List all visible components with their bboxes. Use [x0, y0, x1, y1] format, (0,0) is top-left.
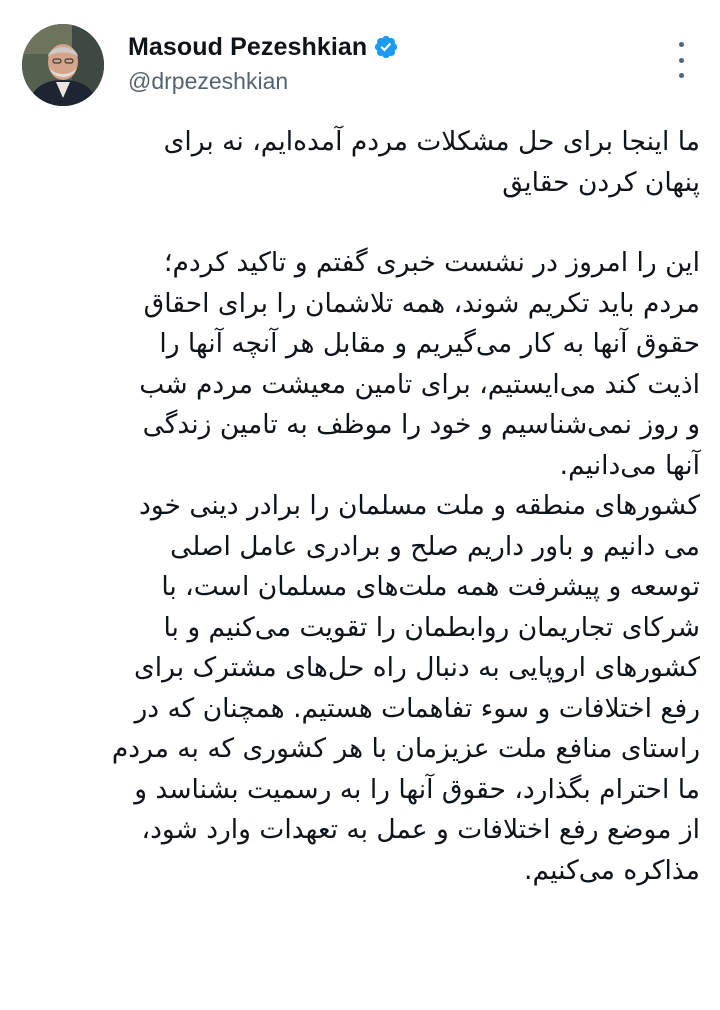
tweet-paragraph: این را امروز در نشست خبری گفتم و تاکید کردم؛ مردم باید تکریم شوند، همه تلاشمان را برای احقاق حقوق آنها به کار می‌گیریم و مقابل هر آنچه آنها را اذیت کند می‌ایستیم، برای تامین معیشت مردم شب و روز نمی‌شناسیم و خود را موظف به تامین زندگی آنها می‌دانیم. کشورهای منطقه و ملت مسلمان را برادر دینی خود می دانیم و باور داریم صلح و برادری عامل اصلی توسعه و پیشرفت همه ملت‌های مسلمان است، با شرکای تجاریمان روابطمان را تقویت می‌کنیم و با کشورهای اروپایی به دنبال راه حل‌های مشترک برای رفع اختلافات و سوء تفاهمات هستیم. همچنان که در راستای منافع ملت عزیزمان با هر کشوری که به مردم ما احترام بگذارد، حقوق آنها را به رسمیت بشناسد و از موضع رفع اختلافات و عمل به تعهدات وارد شود، مذاکره می‌کنیم. [111, 247, 700, 886]
tweet-header [22, 24, 698, 108]
tweet-paragraph: ما اینجا برای حل مشکلات مردم آمده‌ایم، نه برای پنهان کردن حقایق [163, 126, 700, 198]
avatar[interactable] [22, 24, 104, 106]
author-info [128, 30, 399, 95]
name-row [128, 30, 399, 64]
display-name[interactable]: Masoud Pezeshkian [128, 32, 368, 61]
user-handle[interactable]: @drpezeshkian [128, 68, 289, 94]
verified-badge-icon [373, 34, 399, 60]
tweet-text [24, 122, 700, 891]
paragraph-gap [24, 203, 700, 243]
dot [679, 58, 684, 63]
dot [679, 42, 684, 47]
more-vertical-icon[interactable] [674, 42, 688, 78]
avatar-image [22, 24, 104, 106]
dot [679, 73, 684, 78]
